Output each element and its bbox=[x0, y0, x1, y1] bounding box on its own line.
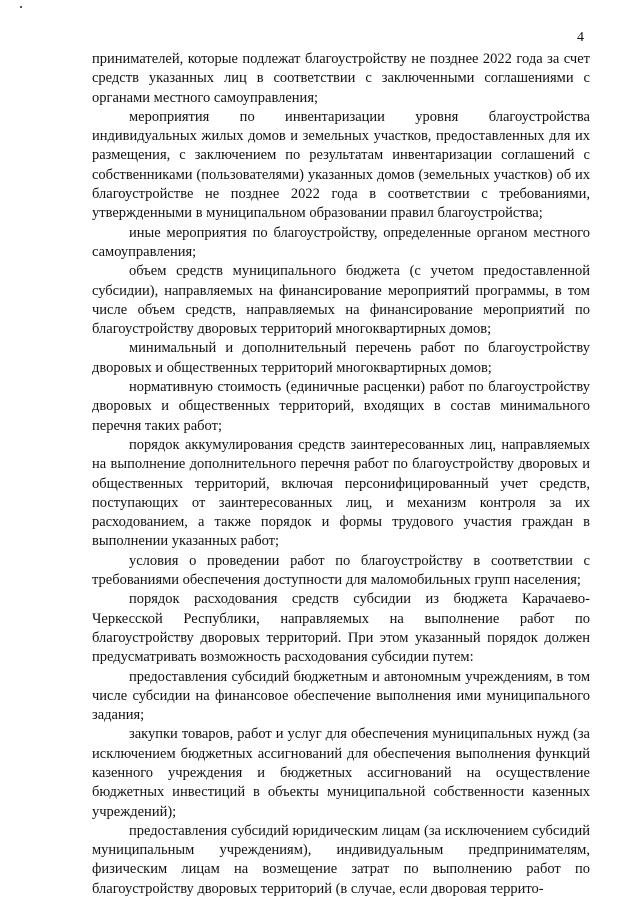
paragraph: мероприятия по инвентаризации уровня благоустройства индивидуальных жилых домов и земельных участков, предоставленных для их размещения, с заключением по результатам инвентаризации соглашений с собственниками (пользователями) указанных домов (земельных участков) об их благоустройстве не позднее 2022 года в соответствии с требованиями, утвержденными в муниципальном образовании правил благоустройства; bbox=[92, 108, 590, 222]
document-body bbox=[92, 50, 590, 899]
paragraph-continuation: принимателей, которые подлежат благоустройству не позднее 2022 года за счет средств указанных лиц в соответствии с заключенными соглашениями с органами местного самоуправления; bbox=[92, 51, 590, 106]
paragraph: иные мероприятия по благоустройству, определенные органом местного самоуправления; bbox=[92, 224, 590, 260]
paragraph: порядок расходования средств субсидии из бюджета Карачаево-Черкесской Республики, направляемых на выполнение работ по благоустройству дворовых территорий. При этом указанный порядок должен предусматривать возможность расходования субсидии путем: bbox=[92, 591, 590, 666]
paragraph: условия о проведении работ по благоустройству в соответствии с требованиями обеспечения доступности для маломобильных групп населения; bbox=[92, 552, 590, 589]
paragraph: закупки товаров, работ и услуг для обеспечения муниципальных нужд (за исключением бюджетных ассигнований для обеспечения выполнения функций казенного учреждения и бюджетных ассигнований на осуществление бюджетных инвестиций в объекты муниципальной собственности казенных учреждений); bbox=[92, 726, 590, 820]
paragraph: порядок аккумулирования средств заинтересованных лиц, направляемых на выполнение дополнительного перечня работ по благоустройству дворовых и общественных территорий, включая персонифицированный учет средств, поступающих от заинтересованных лиц, и механизм контроля за их расходованием, а также порядок и формы трудового участия граждан в выполнении указанных работ; bbox=[92, 436, 590, 550]
paragraph: объем средств муниципального бюджета (с учетом предоставленной субсидии), направляемых на финансирование мероприятий программы, в том числе объем средств, направляемых на финансирование мероприятий по благоустройству дворовых территорий многоквартирных домов; bbox=[92, 263, 590, 338]
paragraph: предоставления субсидий бюджетным и автономным учреждениям, в том числе субсидии на финансовое обеспечение выполнения ими муниципального задания; bbox=[92, 668, 590, 724]
paragraph: минимальный и дополнительный перечень работ по благоустройству дворовых и общественных территорий многоквартирных домов; bbox=[92, 340, 590, 376]
page-number: 4 bbox=[577, 30, 584, 45]
paragraph: предоставления субсидий юридическим лицам (за исключением субсидий муниципальным учреждениям), индивидуальным предпринимателям, физическим лицам на возмещение затрат по выполнению работ по благоустройству дворовых территорий (в случае, если дворовая террито- bbox=[92, 822, 590, 897]
paragraph: нормативную стоимость (единичные расценки) работ по благоустройству дворовых и общественных территорий, входящих в состав минимального перечня таких работ; bbox=[92, 379, 590, 434]
scan-artifact-dot bbox=[20, 6, 22, 8]
